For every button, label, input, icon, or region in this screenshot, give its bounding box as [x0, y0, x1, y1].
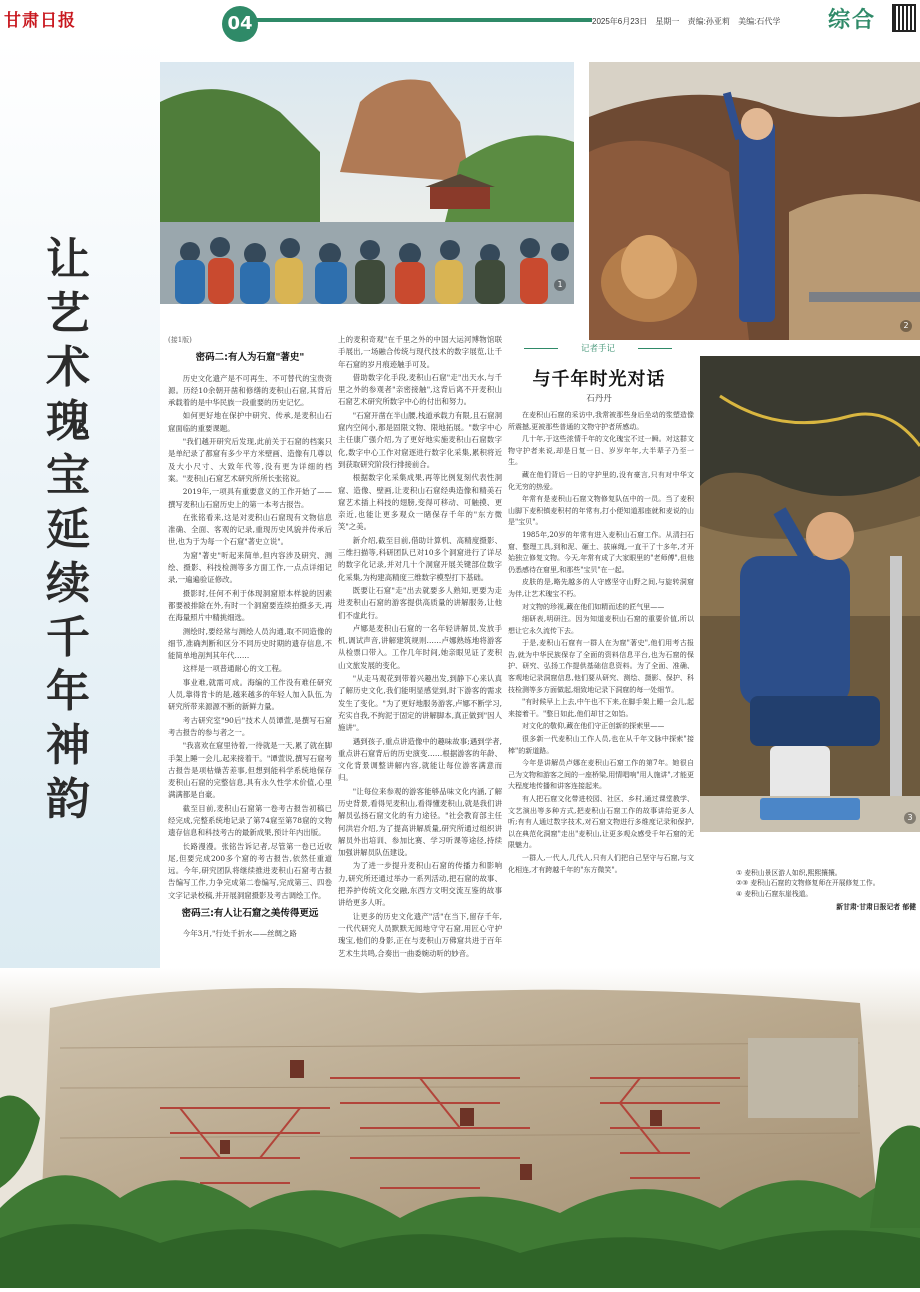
paragraph: 皮肤的是,略先越多的人守感坚守山野之间,与旋转洞窟为伴,让艺术瑰宝不朽。	[508, 578, 694, 598]
caption-3: ④ 麦积山石窟东崖栈道。	[736, 889, 813, 898]
article-column-1	[168, 334, 332, 952]
paragraph: 于是,麦积山石窟有一群人在为窟"著史",他们用考古报告,就为中华民族保存了全面的资料信息平台,也为石窟的保护、研究、弘扬工作提供基础信息资料。为了全面、准确、客观地记录洞窟信息,他们要从研究、测绘、摄影、保护、科技检测等多方面做起,细致地记录下洞窟的每一处细节。	[508, 639, 694, 694]
paragraph: 考古研究室"90后"技术人员谭萱,是撰写石窟考古报告的参与者之一。	[168, 715, 332, 737]
paragraph: 对文化的敬仰,藏在他们守正创新的探索里——	[522, 722, 665, 731]
paragraph: 事业难,就需可成。海编的工作没有难任研究人员,靠得肯卡的是,越来越多的年轻人加入队伍,为研究所带来源源不断的新鲜力量。	[168, 677, 332, 712]
paragraph: 摄影时,任何不利于体现洞窟原本样貌的因素都要被排除在外,有时一个洞窟要连续拍摄多天,再在海量照片中精挑细选。	[168, 588, 332, 623]
paragraph: "让每位来参观的游客能够品味文化内涵,了解历史背景,看得见麦积山,看得懂麦积山,就是我们讲解员弘扬石窟文化的有力途径。"社会教育部主任何洪岩介绍,为了提高讲解质量,研究所通过组织讲解员外出培训、参加比赛、学习听课等途径,持续加强讲解员队伍建设。	[338, 786, 502, 858]
paragraph: 上的麦积奇观"在千里之外的中国大运河博物馆联手展出,一场融合传统与现代技术的数字展览,让千年石窟的岁月痕迹触手可及。	[338, 335, 502, 369]
paragraph: 在麦积山石窟的采访中,我常被那些身后坐动的浆塑造像所震撼,更被那些普通的文物守护者所感动。	[508, 411, 694, 431]
paragraph: 测绘时,要经常与测绘人员沟通,取不同造像的细节,准确判断和区分不同历史时期的遗存信息,不能简单地剖判其年代……	[168, 626, 332, 661]
title-panel	[0, 38, 160, 968]
paragraph: 2019年,一项具有重要意义的工作开始了——撰写麦积山石窟历史上的第一本考古报告。	[168, 487, 332, 509]
header-info	[592, 16, 786, 27]
paragraph: 藏在他们背后一日的守护里的,没有豪言,只有对中华文化无穷的热爱。	[508, 470, 694, 491]
paragraph: 在张铭看来,这是对麦积山石窟现有文物信息准确、全面、客观的记录,重现历史风貌并传承后世,也为于为每一个石窟"著史立说"。	[168, 512, 332, 547]
paragraph: 年常有是麦积山石窟文物修复队伍中的一员。当了麦积山脚下麦积镇麦积村的年常有,打小便知道那座就和麦说的山是"宝贝"。	[508, 495, 694, 527]
paragraph: 新介绍,截至目前,借助计算机、高精度摄影、三维扫描等,科研团队已对10多个洞窟进行了详尽的数字化记录,并对几十个洞窟开展关键部位数字化采集,为构建高精度三维数字模型打下基础。	[338, 535, 502, 582]
photo-captions	[736, 868, 916, 913]
paragraph: 一群人,一代人,几代人,只有人们把自己坚守与石窟,与文化相连,才有跨越千年的"东方微笑"。	[508, 853, 694, 874]
issue-weekday: 星期一	[655, 17, 680, 26]
paragraph: 如何更好地在保护中研究、传承,是麦积山石窟面临的重要课题。	[168, 411, 332, 433]
paragraph: "我们越开研究后发现,此前关于石窟的档案只是单纪录了都窟有多少平方米壁画、造像有几尊以及大小尺寸、大致年代等,没有更为详细的档案。"麦积山石窟艺术研究所所长张铭说。	[168, 437, 332, 483]
paragraph: 借助数字化手段,麦积山石窟"走"出天水,与千里之外的参观者"亲密接触",这背后离不开麦积山石窟艺术研究所数字中心的付出和努力。	[338, 372, 502, 407]
paragraph: 细研表,明研注。因为知道麦积山石窟的重要价值,所以想让它永久流传下去。	[508, 615, 694, 635]
continued-note: (接1版)	[168, 336, 192, 344]
editor-credit: 责编:孙亚莉	[687, 17, 730, 26]
paragraph: 卢娜是麦积山石窟的一名年轻讲解员,发放手机,调试声音,讲解建筑规则……卢娜熟练地将游客从检票口带入。工作几年时间,她亲眼见证了麦积山文旅发展的变化。	[338, 623, 502, 670]
essay-column	[508, 410, 694, 958]
photo-marker-3: 3	[904, 812, 916, 824]
header-rule	[240, 18, 592, 22]
subhead-secret-three: 密码三:有人让石窟之美传得更远	[181, 908, 319, 920]
section-label: 综合	[828, 8, 877, 33]
paragraph: 为窟"著史"听起来简单,但内容涉及研究、测绘、摄影、科技检测等多方面工作,一点点详细记录,一遍遍验证修改。	[168, 550, 332, 585]
paragraph: "从走马观花到带着兴趣出发,到静下心来认真了解历史文化,我们能明显感觉到,时下游客的需求发生了变化。"为了更好地服务游客,卢娜不断学习,充实自我,不拘泥于固定的讲解脚本,真正做到"因人施讲"。	[338, 674, 502, 733]
designer-credit: 美编:石代学	[738, 17, 781, 26]
essay-title: 与千年时光对话	[532, 369, 666, 390]
photo-cliff-panorama	[0, 968, 920, 1288]
paragraph: 很多新一代麦积山工作人员,也在从千年文脉中探索"接棒"的新道路。	[508, 735, 694, 755]
paragraph: 根据数字化采集成果,再等比例复刻代表性洞窟、造像、壁画,让麦积山石窟经典造像和精美石窟艺术插上科技的翅膀,变得可移动、可触摸、更亲近,也能让更多观众一睹保存千年的"东方微笑"之美。	[338, 473, 502, 532]
paragraph: 既要让石窟"走"出去就要多人熟知,更要为走进麦积山石窟的游客提供高质量的讲解服务,让他们不虚此行。	[338, 585, 502, 620]
paragraph: 几十年,于这些浓情千年的文化瑰宝不过一瞬。对这群文物守护者来说,却是日复一日、岁岁年年,大半辈子乃至一生。	[508, 435, 694, 467]
paragraph: 这样是一项普通耐心的文工程。	[182, 664, 287, 674]
page-number-badge: 04	[222, 6, 258, 42]
caption-2: ②③ 麦积山石窟的文物修复师在开展修复工作。	[736, 879, 880, 888]
paragraph: 对文物的珍视,藏在他们如精而述的匠气里——	[522, 602, 665, 611]
paragraph: 历史文化遗产是不可再生、不可替代的宝贵资源。历经10余朝开凿和修缮的麦积山石窟,其背后承载着的是中华民族一段重要的历史记忆。	[168, 373, 332, 408]
paragraph: 今年3月,"行处千折水——丝绸之路	[182, 929, 297, 939]
issue-date: 2025年6月23日	[592, 17, 648, 26]
paragraph: 长路漫漫。张铭告诉记者,尽管第一卷已近收尾,但要完成200多个窟的考古报告,依然任重道远。今年,研究团队将继续推进麦积山石窟考古报告编写工作,力争完成第二卷编写,完成第三、四卷文字记录校稿,并开展洞窟摄影及考古调绘工作。	[168, 841, 332, 900]
photo-tourists	[160, 62, 574, 304]
headline: 让艺术瑰宝延续千年神韵	[46, 234, 90, 825]
photo-marker-2: 2	[900, 320, 912, 332]
page-header	[0, 0, 920, 38]
paragraph: 为了进一步提升麦积山石窟的传播力和影响力,研究所还通过举办一系列活动,把石窟的故事、把养护传统文化交融,东西方文明交流互鉴的故事讲给更多人听。	[338, 861, 502, 908]
photo-conservator-seated	[700, 356, 920, 832]
paragraph: 有人把石窟文化带进校园、社区、乡村,通过课堂教学、文艺演出等多种方式,把麦积山石窟工作的故事讲给更多人听;有有人通过数字技术,对石窟文物进行多维度记录和保护,以在典范化洞窟"走出"麦积山,让更多观众感受千年石窟的无限魅力。	[508, 795, 694, 850]
essay-label: 记者手记	[524, 342, 672, 354]
subhead-secret-two: 密码二:有人为石窟"著史"	[195, 352, 305, 364]
article-column-2	[338, 334, 502, 958]
paragraph: 截至目前,麦积山石窟第一卷考古报告初稿已经完成,完整系统地记录了第74窟至第78窟的文物遗存信息和科技考古的最新成果,预计年内出版。	[168, 803, 332, 838]
qr-code-icon	[892, 4, 916, 32]
paragraph: "有时候早上上去,中午也不下来,在脚手架上睡一会儿,起来接着干。"整日如此,他们却甘之如饴。	[508, 698, 694, 718]
paragraph: 1985年,20岁的年常有进入麦积山石窟工作。从清扫石窟、整理工具,到和泥、砸土、拔麻绳,一直干了十多年,才开始独立修复文物。今天,年常有成了大家眼里的"老师傅",但他仍悉感待在窟里,和那些"宝贝"在一起。	[508, 530, 694, 574]
photo-marker-1: 1	[554, 279, 566, 291]
photo-conservator-wall	[589, 62, 920, 340]
paragraph: "石窟开凿在半山腰,栈道承载力有限,且石窟洞窟内空间小,都是固限文物、限地拓展。"数字中心主任康广强介绍,为了更好地实施麦积山石窟数字化,数字中心工作对窟逐进行数字化采集,累积将近到获取研究阶段行排接前合。	[338, 410, 502, 469]
paragraph: "我喜欢在窟里待着,一待就是一天,累了就在脚手架上睡一会儿,起来接着干。"谭萱说,撰写石窟考古报告是项枯燥苦差事,但想到能科学系统地保存麦积山石窟的完整信息,具有永久性学术价值,心里满满都是自豪。	[168, 741, 332, 800]
caption-1: ① 麦积山景区游人如织,熙熙攘攘。	[736, 869, 842, 877]
paragraph: 让更多的历史文化遗产"活"在当下,留存千年,一代代研究人员默默无闻地守守石窟,用匠心守护瑰宝,他们的身影,正在与麦积山万佛窟共进于百年艺术生共鸣,合奏出一曲委婉动听的妙音。	[338, 911, 502, 958]
essay-byline: 石丹丹	[586, 394, 612, 404]
paragraph: 遇到孩子,重点讲造像中的趣味故事;遇到学者,重点讲石窟背后的历史演变……根据游客的年龄、文化背景调整讲解内容,就能让每位游客满意而归。	[338, 736, 502, 783]
paragraph: 今年是讲解员卢娜在麦积山石窟工作的第7年。她很自己为文物和游客之间的一座桥梁,用情唱响"用人施讲",才能更大程度地传播和讲客连接起来。	[508, 759, 694, 791]
masthead-logo: 甘肃日报	[4, 11, 76, 31]
photo-credit: 新甘肃·甘肃日报记者 郁健	[836, 903, 916, 912]
